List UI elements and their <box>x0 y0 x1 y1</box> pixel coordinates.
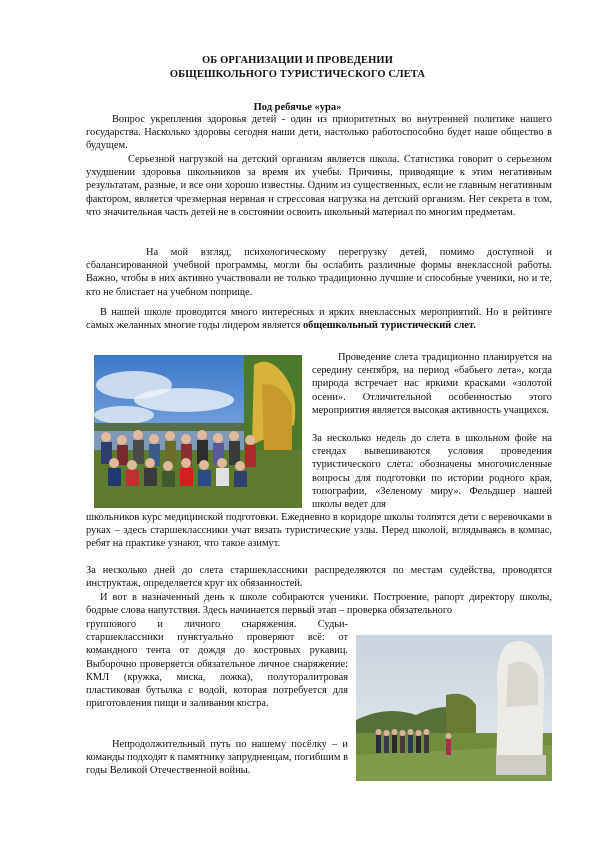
paragraph-7: За несколько дней до слета старшеклассники распределяются по местам судейства, проводятся инструктаж, определяется круг их обязанностей. <box>86 565 552 590</box>
document-title <box>0 54 595 82</box>
title-line-1: ОБ ОРГАНИЗАЦИИ И ПРОВЕДЕНИИ <box>202 55 393 66</box>
paragraph-6: За несколько недель до слета в школьном фойе на стендах вывешиваются условия проведения туристического слета: обозначены многочисленные вопросы для подготовки по истории родного края, топографии, «Зеленому миру». Фельдшер нашей школы ведет для <box>312 433 552 511</box>
title-line-2: ОБЩЕШКОЛЬНОГО ТУРИСТИЧЕСКОГО СЛЕТА <box>169 69 426 80</box>
paragraph-5: Проведение слета традиционно планируется на середину сентября, на период «бабьего лета», когда природа встречает нас яркими красками «золотой осени». Отличительной особенностью этого мероприятия является высокая активность учащихся. <box>312 352 552 416</box>
paragraph-8-continued: группового и личного снаряжения. Судьи-старшеклассники пунктуально проверяют всё: от командного тента от дождя до костровых рукавиц. Выборочно проверяется обязательное личное снаряжение: КМЛ (кружка, миска, ложка), полуторалитровая пластиковая бутылка с водой, которая потребуется для приготовления пищи и заливания костра. <box>86 619 348 710</box>
paragraph-3: На мой взгляд, психологическому перегрузку детей, помимо доступной и сбалансированной учебной программы, могли бы ослабить различные формы внеклассной работы. Важно, чтобы в них активно участвовали не только традиционно лучшие и способные ученики, но и те, кто не блистает на учебном поприще. <box>86 247 552 298</box>
paragraph-4 <box>86 306 552 332</box>
paragraph-1: Вопрос укрепления здоровья детей - один из приоритетных во внутренней политике нашего государства. Насколько здоровы сегодня наши дети, настолько работоспособно будет наше общество в будущем. <box>86 114 552 152</box>
group-photo-image <box>94 355 302 508</box>
section-subtitle: Под ребячье «ура» <box>253 102 342 113</box>
paragraph-4-text: В нашей школе проводится много интересных и ярких внеклассных мероприятий. Но в рейтинге самых желанных многие годы лидером является <box>86 307 552 332</box>
group-photo-svg <box>94 355 302 508</box>
memorial-photo-image <box>356 635 552 781</box>
paragraph-4-highlight: общешкольный туристический слет. <box>302 320 476 332</box>
paragraph-8: И вот в назначенный день к школе собираются ученики. Построение, рапорт директору школы, бодрые слова напутствия. Здесь начинается первый этап – проверка обязательного <box>86 592 552 617</box>
memorial-photo-svg <box>356 635 552 781</box>
paragraph-2: Серьезной нагрузкой на детский организм является школа. Статистика говорит о серьезном ухудшении здоровья школьников за время их учебы. Причины, приводящие к этим негативным результатам, разные, и все они хорошо известны. Одним из существенных, если не главным негативным фактором, является чрезмерная нервная и стрессовая нагрузка на детский организм. Нет секрета в том, что значительная часть детей не в состоянии освоить школьный материал по многим предметам. <box>86 154 552 218</box>
paragraph-6-continued: школьников курс медицинской подготовки. Ежедневно в коридоре школы толпятся дети с веревочками в руках – здесь старшеклассники учат вязать туристические узлы. Перед школой, вглядываясь в компас, ребят на практике узнают, что такое азимут. <box>86 512 552 550</box>
paragraph-9: Непродолжительный путь по нашему посёлку – и команды подходят к памятнику запрудненцам, погибшим в годы Великой Отечественной войны. <box>86 739 348 777</box>
